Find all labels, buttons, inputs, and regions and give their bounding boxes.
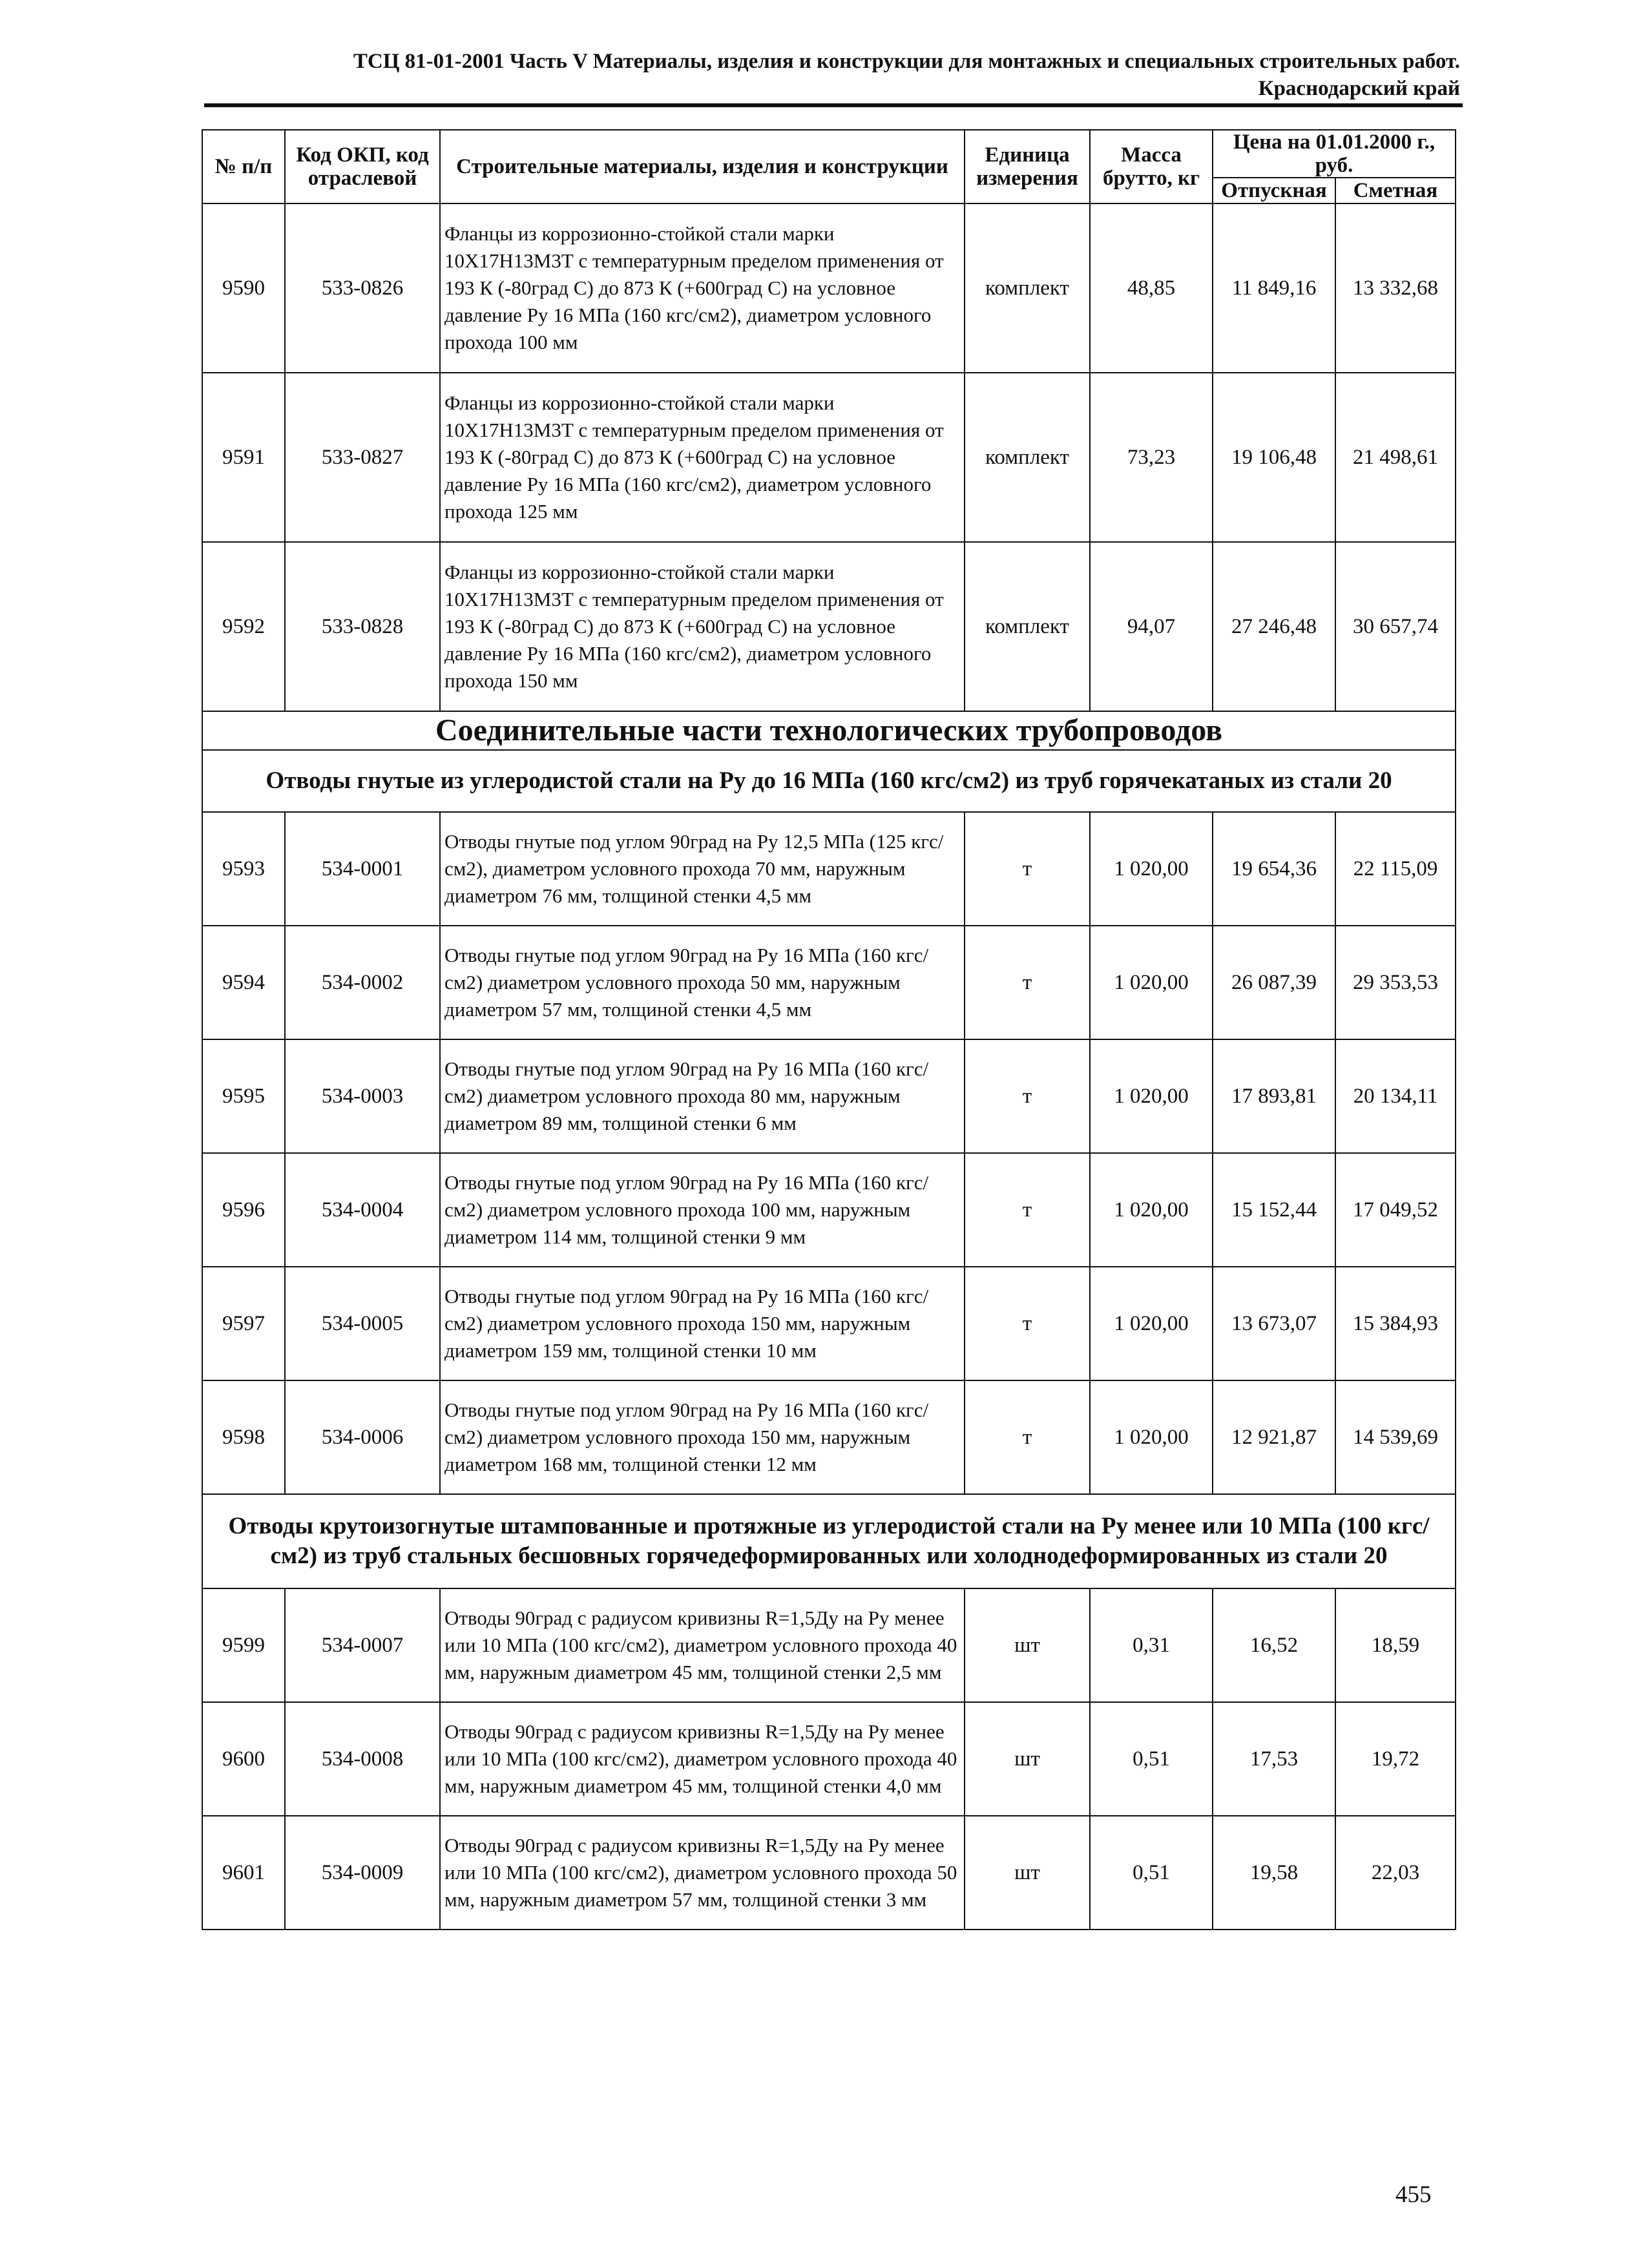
row-code: 534-0003 <box>285 1039 440 1153</box>
row-mass: 94,07 <box>1090 542 1213 711</box>
row-code: 533-0826 <box>285 203 440 373</box>
row-release-price: 19,58 <box>1213 1816 1335 1930</box>
row-unit: т <box>965 812 1090 926</box>
subsection-title-row <box>202 1494 1456 1588</box>
col-header-name: Строительные материалы, изделия и конструкции <box>440 130 965 203</box>
row-description: Отводы 90град с радиусом кривизны R=1,5Ду на Ру менее или 10 МПа (100 кгс/см2), диаметром условного прохода 40 мм, наружным диаметром 45 мм, толщиной стенки 4,0 мм <box>440 1702 965 1816</box>
header-title: ТСЦ 81-01-2001 Часть V Материалы, изделия и конструкции для монтажных и специальных строительных работ. <box>353 50 1460 73</box>
row-code: 534-0008 <box>285 1702 440 1816</box>
page-number: 455 <box>1395 2181 1432 2208</box>
row-description: Отводы гнутые под углом 90град на Ру 16 МПа (160 кгс/см2) диаметром условного прохода 150 мм, наружным диаметром 168 мм, толщиной стенки 12 мм <box>440 1380 965 1494</box>
row-estimate-price: 22 115,09 <box>1335 812 1456 926</box>
row-mass: 1 020,00 <box>1090 1380 1213 1494</box>
table-row <box>202 1039 1456 1153</box>
row-number: 9600 <box>202 1702 285 1816</box>
row-code: 534-0006 <box>285 1380 440 1494</box>
row-unit: комплект <box>965 542 1090 711</box>
row-description: Отводы гнутые под углом 90град на Ру 12,5 МПа (125 кгс/см2), диаметром условного прохода 70 мм, наружным диаметром 76 мм, толщиной стенки 4,5 мм <box>440 812 965 926</box>
row-estimate-price: 22,03 <box>1335 1816 1456 1930</box>
row-unit: шт <box>965 1702 1090 1816</box>
row-release-price: 15 152,44 <box>1213 1153 1335 1267</box>
row-unit: комплект <box>965 203 1090 373</box>
row-description: Отводы 90град с радиусом кривизны R=1,5Ду на Ру менее или 10 МПа (100 кгс/см2), диаметром условного прохода 40 мм, наружным диаметром 45 мм, толщиной стенки 2,5 мм <box>440 1588 965 1702</box>
row-estimate-price: 29 353,53 <box>1335 926 1456 1039</box>
row-number: 9597 <box>202 1267 285 1380</box>
row-code: 534-0009 <box>285 1816 440 1930</box>
row-release-price: 19 654,36 <box>1213 812 1335 926</box>
row-description: Фланцы из коррозионно-стойкой стали марки 10Х17Н13М3Т с температурным пределом применения от 193 К (-80град С) до 873 К (+600град С) на условное давление Ру 16 МПа (160 кгс/см2), диаметром условного прохода 125 мм <box>440 373 965 542</box>
table-row <box>202 1267 1456 1380</box>
row-release-price: 12 921,87 <box>1213 1380 1335 1494</box>
row-estimate-price: 30 657,74 <box>1335 542 1456 711</box>
col-header-release: Отпускная <box>1213 178 1335 203</box>
row-mass: 1 020,00 <box>1090 926 1213 1039</box>
price-table <box>202 129 1456 1930</box>
row-estimate-price: 14 539,69 <box>1335 1380 1456 1494</box>
row-mass: 73,23 <box>1090 373 1213 542</box>
row-description: Отводы 90град с радиусом кривизны R=1,5Ду на Ру менее или 10 МПа (100 кгс/см2), диаметром условного прохода 50 мм, наружным диаметром 57 мм, толщиной стенки 3 мм <box>440 1816 965 1930</box>
table-row <box>202 373 1456 542</box>
header-rule <box>204 103 1463 107</box>
row-estimate-price: 13 332,68 <box>1335 203 1456 373</box>
row-mass: 0,31 <box>1090 1588 1213 1702</box>
row-code: 534-0005 <box>285 1267 440 1380</box>
row-unit: комплект <box>965 373 1090 542</box>
table-row <box>202 926 1456 1039</box>
table-row <box>202 812 1456 926</box>
col-header-num: № п/п <box>202 130 285 203</box>
row-release-price: 11 849,16 <box>1213 203 1335 373</box>
row-estimate-price: 19,72 <box>1335 1702 1456 1816</box>
row-release-price: 13 673,07 <box>1213 1267 1335 1380</box>
table-row <box>202 1153 1456 1267</box>
table-row <box>202 1702 1456 1816</box>
row-mass: 1 020,00 <box>1090 1153 1213 1267</box>
row-mass: 0,51 <box>1090 1702 1213 1816</box>
row-number: 9596 <box>202 1153 285 1267</box>
header-region: Краснодарский край <box>1258 77 1460 100</box>
row-mass: 1 020,00 <box>1090 1039 1213 1153</box>
row-code: 533-0828 <box>285 542 440 711</box>
row-code: 534-0004 <box>285 1153 440 1267</box>
row-description: Фланцы из коррозионно-стойкой стали марки 10Х17Н13М3Т с температурным пределом применения от 193 К (-80град С) до 873 К (+600град С) на условное давление Ру 16 МПа (160 кгс/см2), диаметром условного прохода 150 мм <box>440 542 965 711</box>
row-mass: 1 020,00 <box>1090 1267 1213 1380</box>
row-estimate-price: 18,59 <box>1335 1588 1456 1702</box>
col-header-estimate: Сметная <box>1335 178 1456 203</box>
row-number: 9593 <box>202 812 285 926</box>
row-unit: шт <box>965 1816 1090 1930</box>
row-number: 9601 <box>202 1816 285 1930</box>
row-unit: шт <box>965 1588 1090 1702</box>
row-release-price: 26 087,39 <box>1213 926 1335 1039</box>
row-description: Отводы гнутые под углом 90град на Ру 16 МПа (160 кгс/см2) диаметром условного прохода 50 мм, наружным диаметром 57 мм, толщиной стенки 4,5 мм <box>440 926 965 1039</box>
subsection-title: Отводы гнутые из углеродистой стали на Ру до 16 МПа (160 кгс/см2) из труб горячекатаных из стали 20 <box>202 750 1456 812</box>
row-number: 9598 <box>202 1380 285 1494</box>
row-unit: т <box>965 1039 1090 1153</box>
col-header-unit: Единица измерения <box>965 130 1090 203</box>
row-number: 9595 <box>202 1039 285 1153</box>
row-estimate-price: 20 134,11 <box>1335 1039 1456 1153</box>
row-release-price: 17 893,81 <box>1213 1039 1335 1153</box>
row-mass: 48,85 <box>1090 203 1213 373</box>
row-number: 9594 <box>202 926 285 1039</box>
row-code: 533-0827 <box>285 373 440 542</box>
row-description: Фланцы из коррозионно-стойкой стали марки 10Х17Н13М3Т с температурным пределом применения от 193 К (-80град С) до 873 К (+600град С) на условное давление Ру 16 МПа (160 кгс/см2), диаметром условного прохода 100 мм <box>440 203 965 373</box>
table-row <box>202 203 1456 373</box>
row-estimate-price: 21 498,61 <box>1335 373 1456 542</box>
row-number: 9591 <box>202 373 285 542</box>
row-release-price: 27 246,48 <box>1213 542 1335 711</box>
col-header-price: Цена на 01.01.2000 г., руб. <box>1213 130 1456 178</box>
row-code: 534-0002 <box>285 926 440 1039</box>
row-release-price: 16,52 <box>1213 1588 1335 1702</box>
col-header-code: Код ОКП, код отраслевой <box>285 130 440 203</box>
row-number: 9599 <box>202 1588 285 1702</box>
subsection-title-row <box>202 750 1456 812</box>
subsection-title: Отводы крутоизогнутые штампованные и протяжные из углеродистой стали на Ру менее или 10 МПа (100 кгс/см2) из труб стальных бесшовных горячедеформированных или холоднодеформированных из стали 20 <box>202 1494 1456 1588</box>
table-row <box>202 1380 1456 1494</box>
row-unit: т <box>965 1153 1090 1267</box>
section-title: Соединительные части технологических трубопроводов <box>202 711 1456 750</box>
table-row <box>202 542 1456 711</box>
row-estimate-price: 17 049,52 <box>1335 1153 1456 1267</box>
row-release-price: 19 106,48 <box>1213 373 1335 542</box>
row-description: Отводы гнутые под углом 90град на Ру 16 МПа (160 кгс/см2) диаметром условного прохода 80 мм, наружным диаметром 89 мм, толщиной стенки 6 мм <box>440 1039 965 1153</box>
row-code: 534-0007 <box>285 1588 440 1702</box>
row-code: 534-0001 <box>285 812 440 926</box>
col-header-mass: Масса брутто, кг <box>1090 130 1213 203</box>
table-row <box>202 1816 1456 1930</box>
row-description: Отводы гнутые под углом 90град на Ру 16 МПа (160 кгс/см2) диаметром условного прохода 100 мм, наружным диаметром 114 мм, толщиной стенки 9 мм <box>440 1153 965 1267</box>
table-row <box>202 1588 1456 1702</box>
row-number: 9590 <box>202 203 285 373</box>
row-release-price: 17,53 <box>1213 1702 1335 1816</box>
row-unit: т <box>965 1380 1090 1494</box>
row-unit: т <box>965 1267 1090 1380</box>
row-mass: 1 020,00 <box>1090 812 1213 926</box>
page-header <box>194 48 1460 102</box>
row-mass: 0,51 <box>1090 1816 1213 1930</box>
row-unit: т <box>965 926 1090 1039</box>
row-estimate-price: 15 384,93 <box>1335 1267 1456 1380</box>
row-number: 9592 <box>202 542 285 711</box>
row-description: Отводы гнутые под углом 90град на Ру 16 МПа (160 кгс/см2) диаметром условного прохода 150 мм, наружным диаметром 159 мм, толщиной стенки 10 мм <box>440 1267 965 1380</box>
section-title-row <box>202 711 1456 750</box>
